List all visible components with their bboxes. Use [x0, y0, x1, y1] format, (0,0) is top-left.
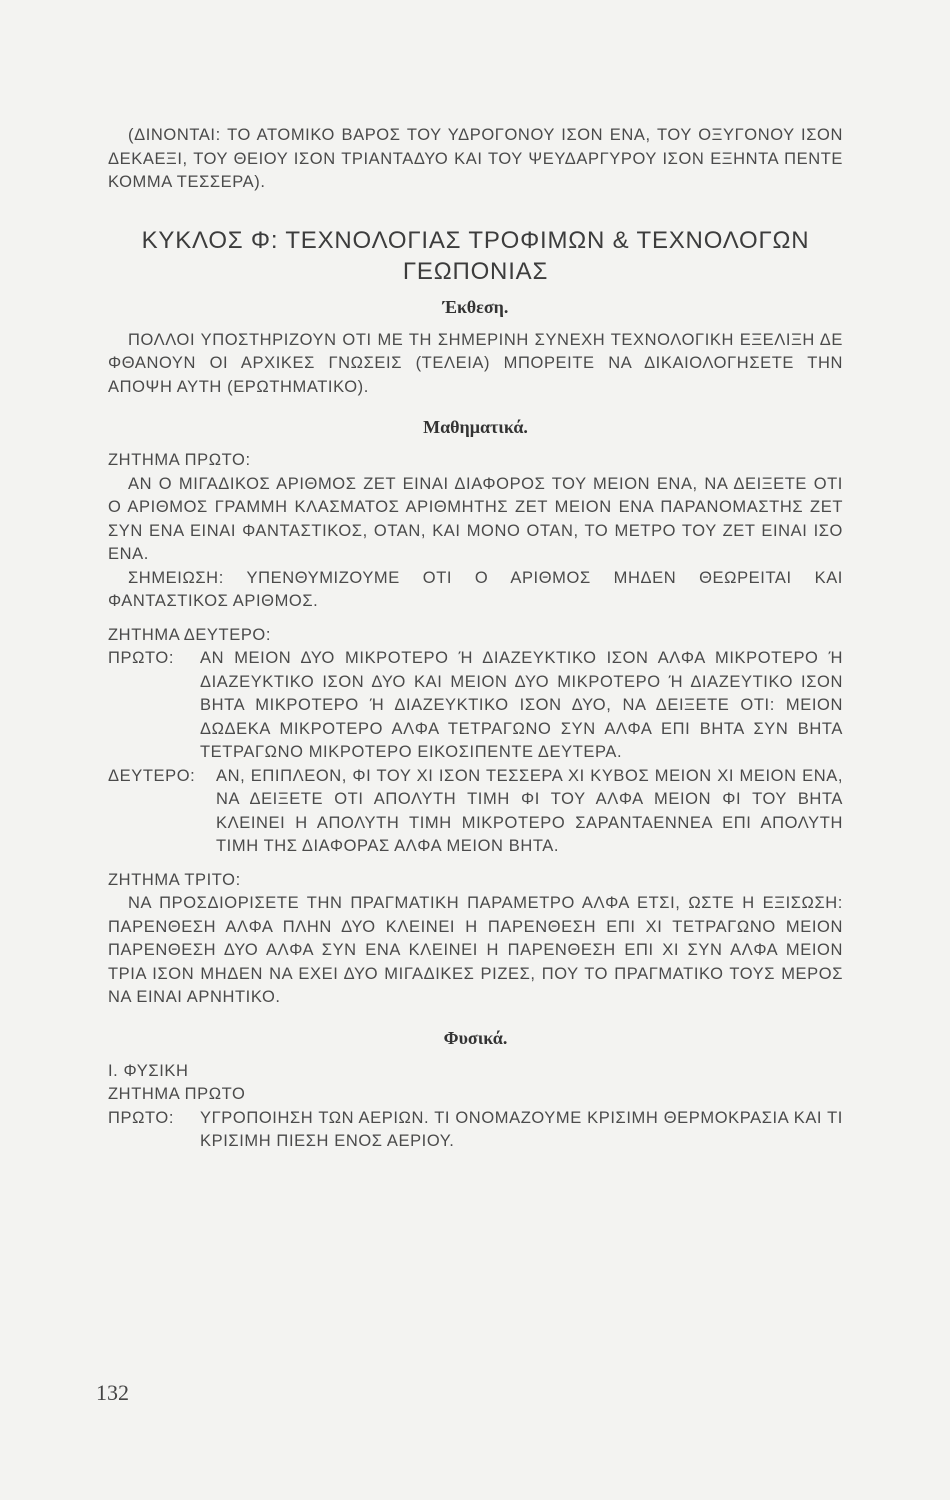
math-q2-part1-text: ΑΝ ΜΕΙΟΝ ΔΥΟ ΜΙΚΡΟΤΕΡΟ Ή ΔΙΑΖΕΥΚΤΙΚΟ ΙΣΟΝ ΑΛΦΑ ΜΙΚΡΟΤΕΡΟ Ή ΔΙΑΖΕΥΚΤΙΚΟ ΙΣΟΝ ΔΥΟ ΚΑΙ ΜΕΙΟΝ ΔΥΟ ΜΙΚΡΟΤΕΡΟ Ή ΔΙΑΖΕΥΤΙΚΟ ΙΣΟΝ ΒΗΤΑ ΜΙΚΡΟΤΕΡΟ Ή ΔΙΑΖΕΥΚΤΙΚΟ ΙΣΟΝ ΔΥΟ, ΝΑ ΔΕΙΞΕΤΕ ΟΤΙ: ΜΕΙΟΝ ΔΩΔΕΚΑ ΜΙΚΡΟΤΕΡΟ ΑΛΦΑ ΤΕΤΡΑΓΩΝΟ ΣΥΝ ΑΛΦΑ ΕΠΙ ΒΗΤΑ ΣΥΝ ΒΗΤΑ ΤΕΤΡΑΓΩΝΟ ΜΙΚΡΟΤΕΡΟ ΕΙΚΟΣΙΠΕΝΤΕ ΔΕΥΤΕΡΑ.	[200, 649, 843, 761]
intro-paragraph: (ΔΙΝΟΝΤΑΙ: ΤΟ ΑΤΟΜΙΚΟ ΒΑΡΟΣ ΤΟΥ ΥΔΡΟΓΟΝΟΥ ΙΣΟΝ ΕΝΑ, ΤΟΥ ΟΞΥΓΟΝΟΥ ΙΣΟΝ ΔΕΚΑΕΞΙ, ΤΟΥ ΘΕΙΟΥ ΙΣΟΝ ΤΡΙΑΝΤΑΔΥΟ ΚΑΙ ΤΟΥ ΨΕΥΔΑΡΓΥΡΟΥ ΙΣΟΝ ΕΞΗΝΤΑ ΠΕΝΤΕ ΚΟΜΜΑ ΤΕΣΣΕΡΑ).	[108, 126, 843, 191]
math-q2-part1-label: ΠΡΩΤΟ:	[108, 649, 175, 667]
math-q1-note: ΣΗΜΕΙΩΣΗ: ΥΠΕΝΘΥΜΙΖΟΥΜΕ ΟΤΙ Ο ΑΡΙΘΜΟΣ ΜΗΔΕΝ ΘΕΩΡΕΙΤΑΙ ΚΑΙ ΦΑΝΤΑΣΤΙΚΟΣ ΑΡΙΘΜΟΣ.	[108, 568, 843, 610]
cycle-title: ΚΥΚΛΟΣ Φ: ΤΕΧΝΟΛΟΓΙΑΣ ΤΡΟΦΙΜΩΝ & ΤΕΧΝΟΛΟΓΩΝ ΓΕΩΠΟΝΙΑΣ	[141, 226, 810, 285]
physics-subject: Ι. ΦΥΣΙΚΗ	[108, 1061, 189, 1080]
math-q2-part1	[108, 647, 843, 765]
math-q2-part2-text: ΑΝ, ΕΠΙΠΛΕΟΝ, ΦΙ ΤΟΥ ΧΙ ΙΣΟΝ ΤΕΣΣΕΡΑ ΧΙ ΚΥΒΟΣ ΜΕΙΟΝ ΧΙ ΜΕΙΟΝ ΕΝΑ, ΝΑ ΔΕΙΞΕΤΕ ΟΤΙ ΑΠΟΛΥΤΗ ΤΙΜΗ ΦΙ ΤΟΥ ΑΛΦΑ ΜΕΙΟΝ ΦΙ ΤΟΥ ΒΗΤΑ ΚΛΕΙΝΕΙ Η ΑΠΟΛΥΤΗ ΤΙΜΗ ΜΙΚΡΟΤΕΡΟ ΣΑΡΑΝΤΑΕΝΝΕΑ ΕΠΙ ΑΠΟΛΥΤΗ ΤΙΜΗ ΤΗΣ ΔΙΑΦΟΡΑΣ ΑΛΦΑ ΜΕΙΟΝ ΒΗΤΑ.	[216, 766, 843, 855]
essay-text: ΠΟΛΛΟΙ ΥΠΟΣΤΗΡΙΖΟΥΝ ΟΤΙ ΜΕ ΤΗ ΣΗΜΕΡΙΝΗ ΣΥΝΕΧΗ ΤΕΧΝΟΛΟΓΙΚΗ ΕΞΕΛΙΞΗ ΔΕ ΦΘΑΝΟΥΝ ΟΙ ΑΡΧΙΚΕΣ ΓΝΩΣΕΙΣ (ΤΕΛΕΙΑ) ΜΠΟΡΕΙΤΕ ΝΑ ΔΙΚΑΙΟΛΟΓΗΣΕΤΕ ΤΗΝ ΑΠΟΨΗ ΑΥΤΗ (ΕΡΩΤΗΜΑΤΙΚΟ).	[108, 330, 843, 396]
math-q3-text: ΝΑ ΠΡΟΣΔΙΟΡΙΣΕΤΕ ΤΗΝ ΠΡΑΓΜΑΤΙΚΗ ΠΑΡΑΜΕΤΡΟ ΑΛΦΑ ΕΤΣΙ, ΩΣΤΕ Η ΕΞΙΣΩΣΗ: ΠΑΡΕΝΘΕΣΗ ΑΛΦΑ ΠΛΗΝ ΔΥΟ ΚΛΕΙΝΕΙ Η ΠΑΡΕΝΘΕΣΗ ΕΠΙ ΧΙ ΤΕΤΡΑΓΩΝΟ ΜΕΙΟΝ ΠΑΡΕΝΘΕΣΗ ΔΥΟ ΑΛΦΑ ΣΥΝ ΕΝΑ ΚΛΕΙΝΕΙ Η ΠΑΡΕΝΘΕΣΗ ΕΠΙ ΧΙ ΣΥΝ ΑΛΦΑ ΜΕΙΟΝ ΤΡΙΑ ΙΣΟΝ ΜΗΔΕΝ ΝΑ ΕΧΕΙ ΔΥΟ ΜΙΓΑΔΙΚΕΣ ΡΙΖΕΣ, ΠΟΥ ΤΟ ΠΡΑΓΜΑΤΙΚΟ ΤΟΥΣ ΜΕΡΟΣ ΝΑ ΕΙΝΑΙ ΑΡΝΗΤΙΚΟ.	[108, 894, 843, 1006]
physics-q1-label: ΖΗΤΗΜΑ ΠΡΩΤΟ	[108, 1085, 246, 1103]
essay-heading: Έκθεση.	[442, 296, 509, 317]
page-number: 132	[96, 1380, 129, 1405]
physics-q1-part1-text: ΥΓΡΟΠΟΙΗΣΗ ΤΩΝ ΑΕΡΙΩΝ. ΤΙ ΟΝΟΜΑΖΟΥΜΕ ΚΡΙΣΙΜΗ ΘΕΡΜΟΚΡΑΣΙΑ ΚΑΙ ΤΙ ΚΡΙΣΙΜΗ ΠΙΕΣΗ ΕΝΟΣ ΑΕΡΙΟΥ.	[200, 1108, 843, 1150]
math-q1-text: ΑΝ Ο ΜΙΓΑΔΙΚΟΣ ΑΡΙΘΜΟΣ ΖΕΤ ΕΙΝΑΙ ΔΙΑΦΟΡΟΣ ΤΟΥ ΜΕΙΟΝ ΕΝΑ, ΝΑ ΔΕΙΞΕΤΕ ΟΤΙ Ο ΑΡΙΘΜΟΣ ΓΡΑΜΜΗ ΚΛΑΣΜΑΤΟΣ ΑΡΙΘΜΗΤΗΣ ΖΕΤ ΜΕΙΟΝ ΕΝΑ ΠΑΡΑΝΟΜΑΣΤΗΣ ΖΕΤ ΣΥΝ ΕΝΑ ΕΙΝΑΙ ΦΑΝΤΑΣΤΙΚΟΣ, ΟΤΑΝ, ΚΑΙ ΜΟΝΟ ΟΤΑΝ, ΤΟ ΜΕΤΡΟ ΤΟΥ ΖΕΤ ΕΙΝΑΙ ΙΣΟ ΕΝΑ.	[108, 474, 843, 563]
math-q2-label: ΖΗΤΗΜΑ ΔΕΥΤΕΡΟ:	[108, 625, 272, 644]
page-content	[108, 124, 843, 1154]
physics-q1-part1	[108, 1107, 843, 1154]
math-q2-part2-label: ΔΕΥΤΕΡΟ:	[108, 766, 196, 785]
math-q2-part2	[108, 765, 843, 859]
physics-q1-part1-label: ΠΡΩΤΟ:	[108, 1108, 175, 1127]
math-q3-label: ΖΗΤΗΜΑ ΤΡΙΤΟ:	[108, 870, 241, 889]
math-q1-label: ΖΗΤΗΜΑ ΠΡΩΤΟ:	[108, 451, 251, 469]
math-heading: Μαθηματικά.	[423, 417, 528, 437]
physics-heading: Φυσικά.	[443, 1027, 508, 1048]
